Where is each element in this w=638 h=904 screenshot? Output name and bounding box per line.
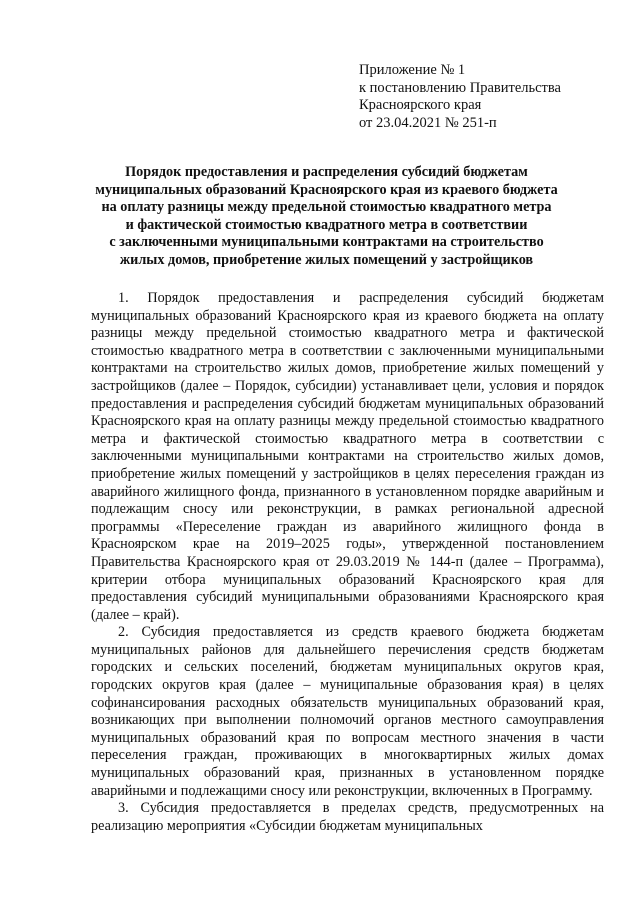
paragraph-3: 3. Субсидия предоставляется в пределах средств, предусмотренных на реализацию мероприятия «Субсидии бюджетам муниципальных — [91, 800, 604, 834]
appendix-reference: к постановлению Правительства — [359, 79, 561, 96]
document-body — [91, 290, 604, 835]
title-line: муниципальных образований Красноярского края из краевого бюджета — [95, 181, 558, 198]
document-title — [70, 164, 583, 270]
paragraph-2: 2. Субсидия предоставляется из средств краевого бюджета бюджетам муниципальных районов для дальнейшего перечисления средств бюджетам городских и сельских поселений, бюджетам муниципальных округов края, городских округов края (далее – муниципальные образования края) в целях софинансирования расходных обязательств муниципальных образований края, возникающих при выполнении полномочий органов местного самоуправления муниципальных образований края по вопросам местного значения в части переселения граждан, проживающих в многоквартирных жилых домах муниципальных образований края, признанных в установленном порядке аварийными и подлежащими сносу или реконструкции, включенных в Программу. — [91, 624, 604, 799]
appendix-date: от 23.04.2021 № 251-п — [359, 114, 497, 131]
appendix-region: Красноярского края — [359, 97, 482, 113]
title-line: на оплату разницы между предельной стоимостью квадратного метра — [101, 199, 552, 216]
appendix-block — [359, 62, 609, 132]
paragraph-1: 1. Порядок предоставления и распределения субсидий бюджетам муниципальных образований Красноярского края из краевого бюджета на оплату разницы между предельной стоимостью квадратного метра и фактической стоимостью квадратного метра в соответствии с заключенными муниципальными контрактами на строительство жилых домов, приобретение жилых помещений у застройщиков (далее – Порядок, субсидии) устанавливает цели, условия и порядок предоставления и распределения субсидий бюджетам муниципальных образований Красноярского края на оплату разницы между предельной стоимостью квадратного метра и фактической стоимостью квадратного метра в соответствии с заключенными муниципальными контрактами на строительство жилых домов, приобретение жилых помещений у застройщиков в целях переселения граждан из аварийного жилищного фонда, признанного в установленном порядке аварийным и подлежащим сносу или реконструкции, в рамках региональной адресной программы «Переселение граждан из аварийного жилищного фонда в Красноярском крае на 2019–2025 годы», утвержденной постановлением Правительства Красноярского края от 29.03.2019 № 144-п (далее – Программа), критерии отбора муниципальных образований Красноярского края для предоставления субсидий муниципальными образованиями Красноярского края (далее – край). — [91, 290, 604, 623]
title-line: и фактической стоимостью квадратного метра в соответствии — [125, 216, 528, 233]
title-line: жилых домов, приобретение жилых помещений у застройщиков — [119, 251, 534, 268]
title-line: Порядок предоставления и распределения субсидий бюджетам — [125, 164, 528, 180]
title-line: с заключенными муниципальными контрактами на строительство — [109, 234, 544, 251]
appendix-number: Приложение № 1 — [359, 62, 466, 78]
